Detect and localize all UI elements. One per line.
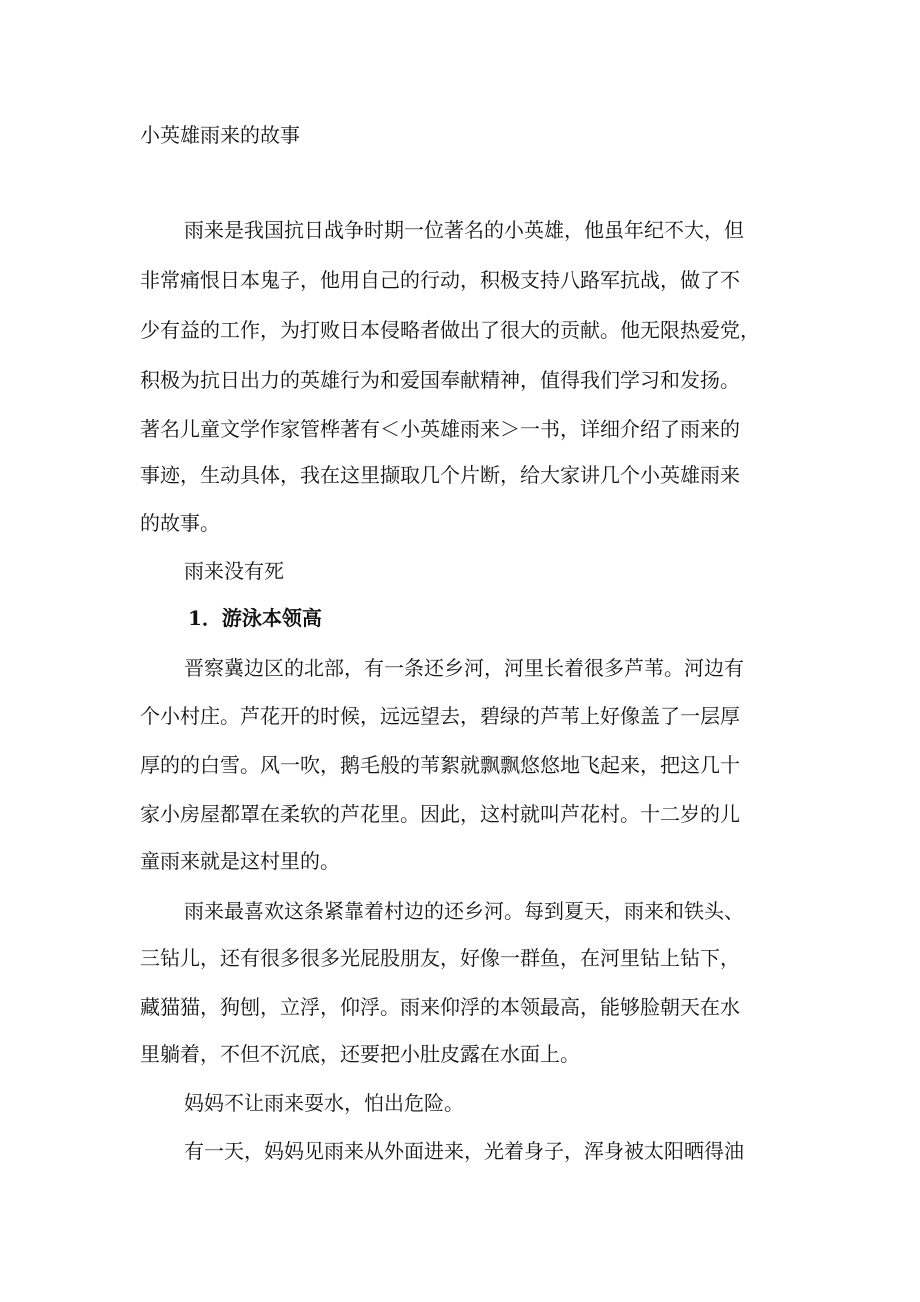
document-title: 小英雄雨来的故事 [140, 123, 300, 147]
para1-line-2: 个小村庄。芦花开的时候，远远望去，碧绿的芦苇上好像盖了一层厚 [140, 704, 740, 728]
intro-line-7: 的故事。 [140, 511, 220, 535]
para1-line-1: 晋察冀边区的北部，有一条还乡河，河里长着很多芦苇。河边有 [184, 656, 744, 680]
intro-line-2: 非常痛恨日本鬼子，他用自己的行动，积极支持八路军抗战，做了不 [140, 268, 740, 292]
subsection-title: 1．游泳本领高 [188, 606, 322, 630]
para2-line-3: 藏猫猫，狗刨，立浮，仰浮。雨来仰浮的本领最高，能够脸朝天在水 [140, 995, 740, 1019]
intro-line-4: 积极为抗日出力的英雄行为和爱国奉献精神，值得我们学习和发扬。 [140, 368, 740, 392]
intro-line-6: 事迹，生动具体，我在这里撷取几个片断，给大家讲几个小英雄雨来 [140, 463, 740, 487]
para4-line-1: 有一天，妈妈见雨来从外面进来，光着身子，浑身被太阳晒得油 [184, 1139, 744, 1163]
intro-line-1: 雨来是我国抗日战争时期一位著名的小英雄，他虽年纪不大，但 [184, 218, 744, 242]
intro-line-5: 著名儿童文学作家管桦著有＜小英雄雨来＞一书，详细介绍了雨来的 [140, 417, 740, 441]
para1-line-5: 童雨来就是这村里的。 [140, 849, 340, 873]
para3-line-1: 妈妈不让雨来耍水，怕出危险。 [184, 1091, 464, 1115]
para2-line-4: 里躺着，不但不沉底，还要把小肚皮露在水面上。 [140, 1042, 580, 1066]
para2-line-2: 三钻儿，还有很多很多光屁股朋友，好像一群鱼，在河里钻上钻下， [140, 946, 740, 970]
para1-line-4: 家小房屋都罩在柔软的芦花里。因此，这村就叫芦花村。十二岁的儿 [140, 802, 740, 826]
para1-line-3: 厚的的白雪。风一吹，鹅毛般的苇絮就飘飘悠悠地飞起来，把这几十 [140, 753, 740, 777]
para2-line-1: 雨来最喜欢这条紧靠着村边的还乡河。每到夏天，雨来和铁头、 [184, 899, 744, 923]
section-title: 雨来没有死 [184, 559, 284, 583]
intro-line-3: 少有益的工作，为打败日本侵略者做出了很大的贡献。他无限热爱党， [140, 318, 760, 342]
